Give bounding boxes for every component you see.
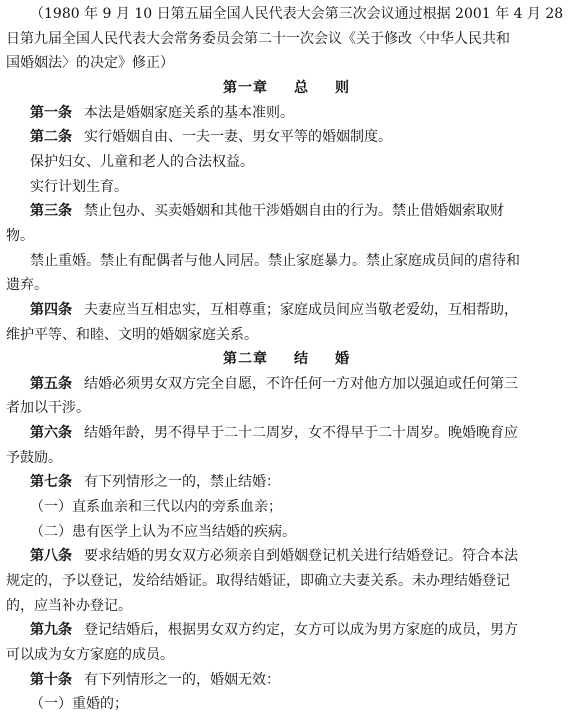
chapter-2-word-2: 婚: [335, 351, 350, 368]
article-2: [30, 125, 567, 150]
article-1-text: 本法是婚姻家庭关系的基本准则。: [84, 104, 294, 121]
article-2-line-3: 实行计划生育。: [30, 178, 128, 195]
article-8-label: 第八条: [30, 548, 72, 565]
article-6: [30, 421, 567, 446]
preamble-line-3: 国婚姻法〉的决定》修正）: [6, 55, 174, 72]
article-8-line-3: 的，应当补办登记。: [6, 597, 132, 614]
article-7-label: 第七条: [30, 474, 72, 491]
article-2-label: 第二条: [30, 129, 72, 146]
article-9-line-2: 可以成为女方家庭的成员。: [6, 647, 174, 664]
article-6-label: 第六条: [30, 425, 72, 442]
article-10-label: 第十条: [30, 671, 72, 688]
article-3-text: 禁止包办、买卖婚姻和其他干涉婚姻自由的行为。禁止借婚姻索取财: [84, 203, 504, 220]
chapter-1-word-2: 则: [335, 79, 350, 96]
article-4: [30, 298, 567, 323]
article-3: [30, 199, 567, 224]
preamble-line-1: （1980 年 9 月 10 日第五届全国人民代表大会第三次会议通过根据 2001 年 4 月 28: [30, 6, 564, 22]
article-6-line-2: 予鼓励。: [6, 449, 62, 466]
article-1-label: 第一条: [30, 104, 72, 121]
chapter-2-number: 第二章: [223, 351, 268, 368]
article-3-line-2: 物。: [6, 227, 34, 244]
article-7: [30, 470, 567, 495]
article-10-text: 有下列情形之一的，婚姻无效：: [84, 671, 280, 688]
chapter-1-number: 第一章: [223, 79, 268, 96]
article-4-text: 夫妻应当互相忠实，互相尊重；家庭成员间应当敬老爱幼，互相帮助，: [84, 301, 518, 318]
article-5-text: 结婚必须男女双方完全自愿，不许任何一方对他方加以强迫或任何第三: [84, 375, 518, 392]
article-8-text: 要求结婚的男女双方必须亲自到婚姻登记机关进行结婚登记。符合本法: [84, 548, 518, 565]
article-10-item-1: （一）重婚的；: [30, 696, 128, 713]
chapter-2-word-1: 结: [294, 351, 309, 368]
article-2-line-2: 保护妇女、儿童和老人的合法权益。: [30, 153, 254, 170]
article-6-text: 结婚年龄，男不得早于二十二周岁，女不得早于二十周岁。晚婚晚育应: [84, 425, 518, 442]
article-5-line-2: 者加以干涉。: [6, 400, 90, 417]
article-9: [30, 618, 567, 643]
preamble-line-2: 日第九届全国人民代表大会常务委员会第二十一次会议《关于修改〈中华人民共和: [6, 30, 510, 47]
article-7-text: 有下列情形之一的，禁止结婚：: [84, 474, 280, 491]
article-7-item-2: （二）患有医学上认为不应当结婚的疾病。: [30, 523, 296, 540]
article-5-label: 第五条: [30, 375, 72, 392]
article-2-text: 实行婚姻自由、一夫一妻、男女平等的婚姻制度。: [84, 129, 392, 146]
chapter-2-heading: [6, 347, 567, 372]
article-1: [30, 101, 567, 126]
chapter-1-word-1: 总: [294, 79, 309, 96]
article-5: [30, 372, 567, 397]
chapter-1-heading: [6, 76, 567, 101]
article-3-para-2-line-1: 禁止重婚。禁止有配偶者与他人同居。禁止家庭暴力。禁止家庭成员间的虐待和: [30, 252, 520, 269]
article-7-item-1: （一）直系血亲和三代以内的旁系血亲；: [30, 499, 282, 516]
article-9-text: 登记结婚后，根据男女双方约定，女方可以成为男方家庭的成员，男方: [84, 622, 518, 639]
article-3-label: 第三条: [30, 203, 72, 220]
article-4-label: 第四条: [30, 301, 72, 318]
article-4-line-2: 维护平等、和睦、文明的婚姻家庭关系。: [6, 326, 258, 343]
article-3-para-2-line-2: 遗弃。: [6, 277, 48, 294]
article-8: [30, 544, 567, 569]
article-10: [30, 668, 567, 693]
article-9-label: 第九条: [30, 622, 72, 639]
article-8-line-2: 规定的，予以登记，发给结婚证。取得结婚证，即确立夫妻关系。未办理结婚登记: [6, 573, 510, 590]
